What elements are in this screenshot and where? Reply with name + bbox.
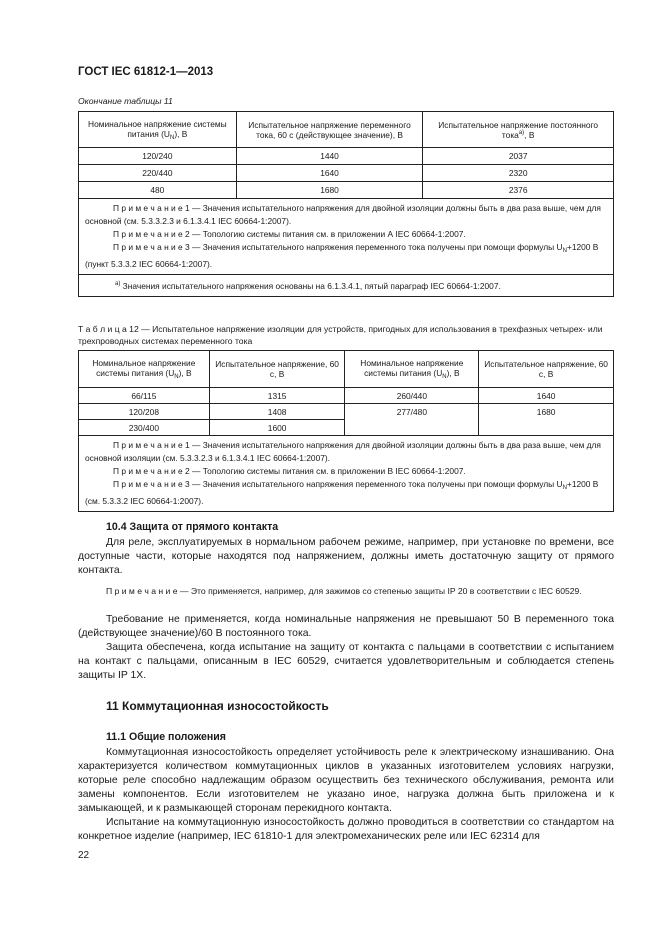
- table-cell: 120/240: [79, 148, 237, 165]
- section-10-4-note: П р и м е ч а н и е — Это применяется, например, для зажимов со степенью защиты IP 20 в соответствии с IEC 60529.: [106, 586, 582, 596]
- table11-caption: Окончание таблицы 11: [78, 96, 173, 106]
- table12-header-row: [79, 351, 614, 388]
- table12-notes-row: [79, 436, 614, 512]
- table-cell: 1640: [236, 165, 423, 182]
- table11-note-1: П р и м е ч а н и е 1 — Значения испытательного напряжения для двойной изоляции должны быть в два раза выше, чем для основной (см. 5.3.3.2.3 и 6.1.3.4.1 IEC 60664-1:2007).: [85, 203, 601, 226]
- table11-note-2: П р и м е ч а н и е 2 — Топологию системы питания см. в приложении А IEC 60664-1:2007.: [113, 229, 466, 239]
- table11-col-ac: Испытательное напряжение переменного тока, 60 с (действующее значение), В: [236, 112, 423, 148]
- table-row: [79, 404, 614, 420]
- table12-note-2: П р и м е ч а н и е 2 — Топологию системы питания см. в приложении В IEC 60664-1:2007.: [113, 466, 466, 476]
- table12-col-nominal-left: Номинальное напряжение системы питания $(U_N)$, В: [79, 351, 210, 388]
- table-cell: 1408: [209, 404, 345, 420]
- table-cell: 1680: [236, 182, 423, 199]
- table11-footnote-row: [79, 275, 614, 297]
- table-cell: 66/115: [79, 388, 210, 404]
- section-11-1-title: 11.1 Общие положения: [106, 731, 226, 743]
- table12-col-nominal-right: Номинальное напряжение системы питания $(U_N)$, В: [345, 351, 479, 388]
- table11-col-dc: Испытательное напряжение постоянного тока$^{a)}$, В: [423, 112, 614, 148]
- table-cell: 230/400: [79, 420, 210, 436]
- table-cell: 1440: [236, 148, 423, 165]
- page-number: 22: [78, 850, 90, 861]
- table11-notes-row: [79, 199, 614, 275]
- table11-col-nominal: Номинальное напряжение системы питания $(U_N)$, В: [79, 112, 237, 148]
- table12-caption: Т а б л и ц а 12 — Испытательное напряжение изоляции для устройств, пригодных для использования в трехфазных четырех- или трехпроводных системах переменного тока: [78, 324, 603, 346]
- table-cell: 2320: [423, 165, 614, 182]
- section-11-1-paragraph-2: Испытание на коммутационную износостойкость должно проводиться в соответствии со стандартом на конкретное изделие (например, IEC 61810-1 для электромеханических реле или IEC 62314 для: [78, 817, 614, 842]
- section-11-title: 11 Коммутационная износостойкость: [106, 699, 329, 713]
- section-10-4-title: 10.4 Защита от прямого контакта: [106, 521, 279, 533]
- section-10-4-paragraph-3: Защита обеспечена, когда испытание на защиту от контакта с пальцами в соответствии с испытанием на контакт с пальцами, описанным в IEC 60529, считается удовлетворительным и соблюдается степень защиты IP 1X.: [78, 642, 614, 681]
- table-cell: 260/440: [345, 388, 479, 404]
- table-cell: 1640: [479, 388, 614, 404]
- table-cell: 120/208: [79, 404, 210, 420]
- table12-col-test-right: Испытательное напряжение, 60 с, В: [479, 351, 614, 388]
- table-cell-empty: [345, 420, 479, 436]
- table-cell: 480: [79, 182, 237, 199]
- table-row: [79, 420, 614, 436]
- table11-footnote: $^{а)}$ Значения испытательного напряжения основаны на 6.1.3.4.1, пятый параграф IEC 60664-1:2007.: [115, 280, 501, 291]
- table12-note-3: П р и м е ч а н и е 3 — Значения испытательного напряжения переменного тока получены при помощи формулы $U_N+1200$ В (см. 5.3.3.2 IEC 60664-1:2007).: [85, 479, 599, 506]
- table-cell: 2037: [423, 148, 614, 165]
- table11-note-3: П р и м е ч а н и е 3 — Значения испытательного напряжения переменного тока получены при помощи формулы $U_N+1200$ В (пункт 5.3.3.2 IEC 60664-1:2007).: [85, 242, 599, 269]
- table12: [78, 350, 614, 512]
- table-row: [79, 388, 614, 404]
- table-cell: 277/480: [345, 404, 479, 420]
- section-10-4-paragraph-1: Для реле, эксплуатируемых в нормальном рабочем режиме, например, при установке по времени, все доступные части, которые находятся под напряжением, должны иметь достаточную защиту от прямого контакта.: [78, 537, 614, 576]
- table12-col-test-left: Испытательное напряжение, 60 с, В: [209, 351, 345, 388]
- table-cell: 220/440: [79, 165, 237, 182]
- table-cell: 2376: [423, 182, 614, 199]
- table11-header-row: [79, 112, 614, 148]
- section-11-1-paragraph-1: Коммутационная износостойкость определяет устойчивость реле к электрическому изнашиванию. Она характеризуется количеством коммутационных циклов в указанных изготовителем условиях нагрузки, которые реле способно надлежащим образом осуществить без технического обслуживания, ремонта или замены компонентов. Если изготовителем не указано иное, нагрузка должна быть приложена и к замыкающей, и к размыкающей сторонам перекидного контакта.: [78, 747, 614, 814]
- table-cell: 1680: [479, 404, 614, 420]
- table-cell: 1600: [209, 420, 345, 436]
- table-cell: 1315: [209, 388, 345, 404]
- table-cell-empty: [479, 420, 614, 436]
- table-row: [79, 182, 614, 199]
- table12-note-1: П р и м е ч а н и е 1 — Значения испытательного напряжения для двойной изоляции должны быть в два раза выше, чем для основной изоляции (см. 5.3.3.2.3 и 6.1.3.4.1 IEC 60664-1:2007).: [85, 440, 601, 463]
- table-row: [79, 148, 614, 165]
- table-row: [79, 165, 614, 182]
- section-10-4-paragraph-2: Требование не применяется, когда номинальные напряжения не превышают 50 В переменного тока (действующее значение)/60 В постоянного тока.: [78, 614, 614, 639]
- table11: [78, 111, 614, 297]
- document-header: ГОСТ IEC 61812-1—2013: [78, 66, 214, 78]
